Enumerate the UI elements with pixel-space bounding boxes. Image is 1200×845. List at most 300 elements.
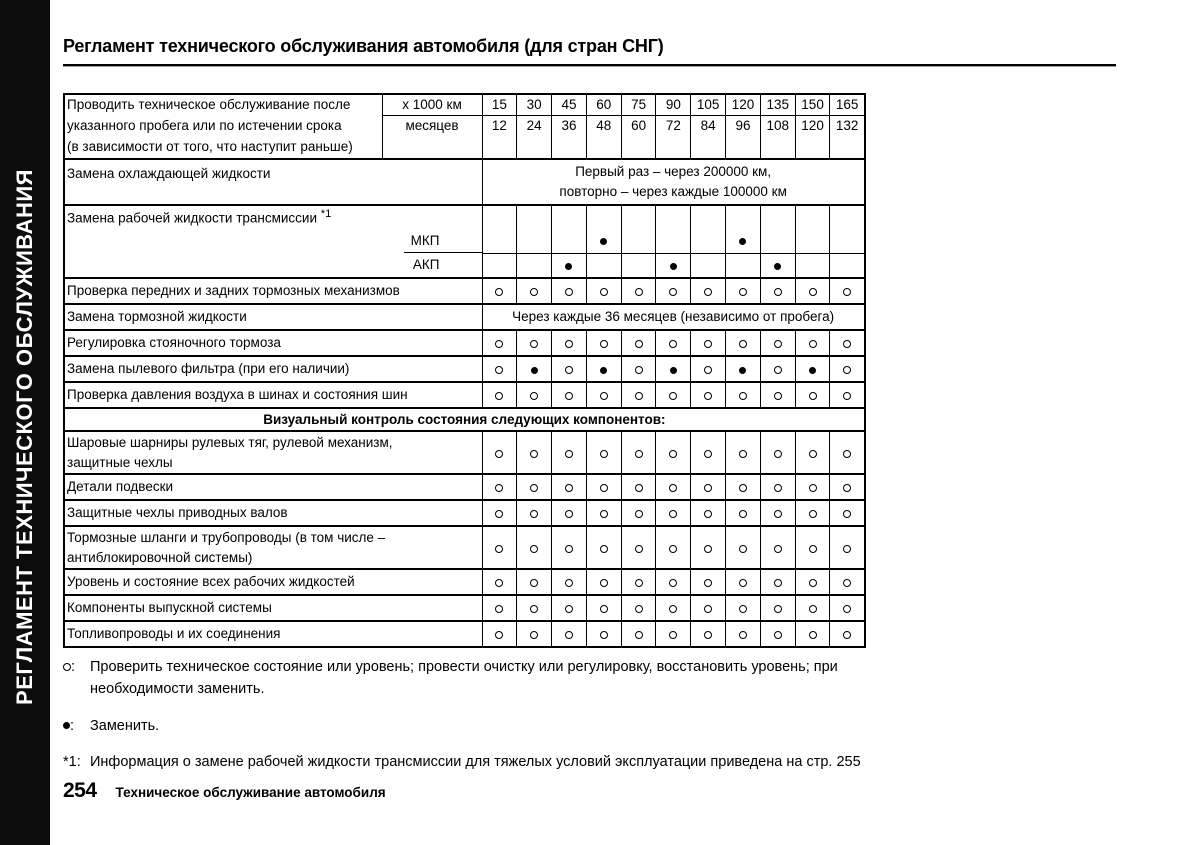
symbol-cell	[517, 431, 552, 474]
symbol-cell	[621, 330, 656, 356]
symbol-cell	[552, 205, 587, 228]
symbol-cell	[517, 205, 552, 228]
table-header-row-km	[64, 94, 865, 115]
symbol-cell	[656, 205, 691, 228]
symbol-cell	[482, 595, 517, 621]
check-circle-symbol	[635, 288, 643, 296]
check-circle-symbol	[565, 450, 573, 458]
symbol-cell	[517, 621, 552, 647]
symbol-cell	[726, 205, 761, 228]
check-circle-symbol	[809, 631, 817, 639]
symbol-cell	[795, 595, 830, 621]
symbol-cell	[621, 621, 656, 647]
check-circle-symbol	[565, 484, 573, 492]
symbol-cell	[726, 569, 761, 595]
symbol-cell	[830, 595, 865, 621]
row-label: Детали подвески	[64, 474, 482, 500]
check-circle-symbol	[669, 631, 677, 639]
check-circle-symbol	[495, 450, 503, 458]
symbol-cell	[482, 278, 517, 304]
gearbox-label: АКП	[64, 253, 482, 278]
check-circle-symbol	[530, 631, 538, 639]
symbol-cell	[656, 569, 691, 595]
table-row	[64, 500, 865, 526]
symbol-cell	[760, 356, 795, 382]
replace-dot-symbol	[565, 263, 572, 270]
symbol-cell	[586, 278, 621, 304]
symbol-cell	[552, 330, 587, 356]
check-circle-symbol	[495, 392, 503, 400]
replace-dot-symbol	[600, 238, 607, 245]
row-label: Шаровые шарниры рулевых тяг, рулевой механизм, защитные чехлы	[64, 431, 482, 474]
symbol-cell	[795, 382, 830, 408]
check-circle-symbol	[565, 366, 573, 374]
row-label: Уровень и состояние всех рабочих жидкостей	[64, 569, 482, 595]
check-circle-symbol	[843, 288, 851, 296]
symbol-cell	[586, 569, 621, 595]
symbol-cell	[830, 431, 865, 474]
check-circle-symbol	[739, 605, 747, 613]
check-circle-symbol	[704, 510, 712, 518]
symbol-cell	[691, 431, 726, 474]
row-label: Регулировка стояночного тормоза	[64, 330, 482, 356]
row-label: Замена пылевого фильтра (при его наличии)	[64, 356, 482, 382]
symbol-cell	[760, 382, 795, 408]
check-circle-symbol	[809, 340, 817, 348]
symbol-cell	[795, 431, 830, 474]
symbol-cell	[760, 621, 795, 647]
symbol-cell	[586, 500, 621, 526]
month-interval-cell: 120	[795, 115, 830, 159]
check-circle-symbol	[669, 392, 677, 400]
gearbox-label: МКП	[64, 228, 482, 253]
check-circle-symbol	[495, 631, 503, 639]
symbol-cell	[795, 253, 830, 278]
check-circle-symbol	[530, 340, 538, 348]
km-interval-cell: 30	[517, 94, 552, 115]
symbol-cell	[552, 253, 587, 278]
schedule-note-cell: Первый раз – через 200000 км, повторно – через каждые 100000 км	[482, 159, 865, 205]
check-circle-symbol	[635, 366, 643, 374]
check-circle-symbol	[843, 484, 851, 492]
month-interval-cell: 12	[482, 115, 517, 159]
symbol-cell	[726, 253, 761, 278]
footnote-marker: *1	[320, 208, 332, 220]
symbol-cell	[726, 356, 761, 382]
symbol-cell	[517, 569, 552, 595]
check-circle-symbol	[774, 545, 782, 553]
symbol-cell	[586, 474, 621, 500]
check-circle-symbol	[774, 392, 782, 400]
symbol-cell	[621, 431, 656, 474]
symbol-cell	[482, 569, 517, 595]
symbol-cell	[621, 228, 656, 253]
symbol-cell	[760, 228, 795, 253]
symbol-cell	[656, 356, 691, 382]
symbol-cell	[621, 500, 656, 526]
km-interval-cell: 75	[621, 94, 656, 115]
symbol-cell	[830, 474, 865, 500]
check-circle-symbol	[774, 605, 782, 613]
symbol-cell	[656, 382, 691, 408]
symbol-cell	[621, 526, 656, 569]
symbol-cell	[517, 526, 552, 569]
unit-km-label: х 1000 км	[382, 94, 482, 115]
check-circle-symbol	[843, 631, 851, 639]
month-interval-cell: 132	[830, 115, 865, 159]
symbol-cell	[760, 474, 795, 500]
check-circle-symbol	[669, 510, 677, 518]
check-circle-symbol	[565, 392, 573, 400]
symbol-cell	[586, 382, 621, 408]
symbol-cell	[726, 228, 761, 253]
month-interval-cell: 108	[760, 115, 795, 159]
check-circle-symbol	[530, 392, 538, 400]
symbol-cell	[552, 500, 587, 526]
symbol-cell	[552, 569, 587, 595]
check-circle-symbol	[635, 510, 643, 518]
check-circle-symbol	[495, 484, 503, 492]
table-subrow	[64, 253, 865, 278]
check-circle-symbol	[669, 545, 677, 553]
symbol-cell	[691, 205, 726, 228]
symbol-cell	[691, 356, 726, 382]
table-row	[64, 304, 865, 330]
symbol-cell	[760, 595, 795, 621]
symbol-cell	[830, 526, 865, 569]
symbol-cell	[691, 526, 726, 569]
km-interval-cell: 135	[760, 94, 795, 115]
symbol-cell	[552, 526, 587, 569]
month-interval-cell: 48	[586, 115, 621, 159]
check-circle-symbol	[669, 579, 677, 587]
symbol-cell	[656, 526, 691, 569]
symbol-cell	[552, 474, 587, 500]
symbol-cell	[586, 356, 621, 382]
check-circle-symbol	[565, 510, 573, 518]
check-circle-symbol	[704, 579, 712, 587]
row-label: Компоненты выпускной системы	[64, 595, 482, 621]
page-title: Регламент технического обслуживания автомобиля (для стран СНГ)	[63, 36, 664, 56]
check-circle-symbol	[774, 450, 782, 458]
symbol-cell	[517, 253, 552, 278]
legend-note-symbol: :	[63, 716, 90, 738]
table-row	[64, 595, 865, 621]
check-circle-symbol	[600, 392, 608, 400]
symbol-cell	[482, 228, 517, 253]
check-circle-symbol	[600, 510, 608, 518]
replace-dot-symbol	[739, 367, 746, 374]
month-interval-cell: 24	[517, 115, 552, 159]
symbol-cell	[795, 569, 830, 595]
symbol-cell	[795, 278, 830, 304]
check-circle-symbol	[739, 340, 747, 348]
legend-notes	[63, 657, 1138, 774]
symbol-cell	[621, 278, 656, 304]
symbol-cell	[656, 595, 691, 621]
check-circle-symbol	[809, 579, 817, 587]
check-circle-symbol	[635, 631, 643, 639]
check-circle-symbol	[635, 605, 643, 613]
check-circle-symbol	[739, 545, 747, 553]
check-circle-symbol	[565, 579, 573, 587]
symbol-cell	[830, 382, 865, 408]
check-circle-symbol	[635, 579, 643, 587]
check-circle-symbol	[809, 450, 817, 458]
check-circle-symbol	[600, 288, 608, 296]
row-label: Защитные чехлы приводных валов	[64, 500, 482, 526]
table-row	[64, 330, 865, 356]
symbol-cell	[760, 278, 795, 304]
km-interval-cell: 90	[656, 94, 691, 115]
symbol-cell	[691, 278, 726, 304]
symbol-cell	[795, 356, 830, 382]
replace-dot-symbol	[739, 238, 746, 245]
symbol-cell	[830, 228, 865, 253]
symbol-cell	[726, 278, 761, 304]
check-circle-symbol	[843, 450, 851, 458]
symbol-cell	[517, 278, 552, 304]
km-interval-cell: 60	[586, 94, 621, 115]
symbol-cell	[621, 382, 656, 408]
check-circle-symbol	[843, 579, 851, 587]
replace-dot-symbol	[531, 367, 538, 374]
check-circle-symbol	[669, 605, 677, 613]
check-circle-symbol	[774, 288, 782, 296]
check-circle-symbol	[809, 484, 817, 492]
check-circle-symbol	[669, 340, 677, 348]
symbol-cell	[517, 595, 552, 621]
symbol-cell	[482, 205, 517, 228]
symbol-cell	[795, 228, 830, 253]
page-number: 254	[63, 779, 97, 802]
symbol-cell	[760, 526, 795, 569]
check-circle-symbol	[704, 340, 712, 348]
symbol-cell	[621, 595, 656, 621]
symbol-cell	[830, 205, 865, 228]
check-circle-symbol	[565, 631, 573, 639]
check-circle-symbol	[530, 288, 538, 296]
check-circle-symbol	[704, 392, 712, 400]
check-circle-symbol	[843, 366, 851, 374]
symbol-cell	[482, 382, 517, 408]
check-circle-symbol	[565, 605, 573, 613]
row-label: Топливопроводы и их соединения	[64, 621, 482, 647]
check-circle-symbol	[530, 579, 538, 587]
table-row	[64, 621, 865, 647]
symbol-cell	[586, 330, 621, 356]
symbol-cell	[517, 356, 552, 382]
check-circle-symbol	[739, 392, 747, 400]
legend-note	[63, 716, 1138, 738]
check-circle-symbol	[809, 392, 817, 400]
symbol-cell	[586, 526, 621, 569]
symbol-cell	[586, 205, 621, 228]
symbol-cell	[830, 356, 865, 382]
replace-dot-symbol	[63, 722, 70, 729]
symbol-cell	[726, 474, 761, 500]
check-circle-symbol	[704, 605, 712, 613]
unit-months-label: месяцев	[382, 115, 482, 159]
row-label: Проверка передних и задних тормозных механизмов	[64, 278, 482, 304]
check-circle-symbol	[565, 545, 573, 553]
symbol-cell	[517, 228, 552, 253]
symbol-cell	[656, 500, 691, 526]
symbol-cell	[621, 474, 656, 500]
symbol-cell	[691, 382, 726, 408]
symbol-cell	[552, 595, 587, 621]
legend-note-symbol: *1:	[63, 754, 81, 771]
symbol-cell	[726, 595, 761, 621]
check-circle-symbol	[600, 340, 608, 348]
replace-dot-symbol	[600, 367, 607, 374]
symbol-cell	[726, 526, 761, 569]
check-circle-symbol	[843, 340, 851, 348]
month-interval-cell: 72	[656, 115, 691, 159]
symbol-cell	[552, 356, 587, 382]
symbol-cell	[795, 526, 830, 569]
header-description-cell: Проводить техническое обслуживание после указанного пробега или по истечении срока (в зависимости от того, что наступит раньше)	[64, 94, 382, 159]
check-circle-symbol	[843, 510, 851, 518]
table-row	[64, 159, 865, 205]
page-footer	[63, 779, 386, 803]
table-row	[64, 382, 865, 408]
symbol-cell	[586, 228, 621, 253]
symbol-cell	[691, 621, 726, 647]
check-circle-symbol	[739, 450, 747, 458]
symbol-cell	[482, 330, 517, 356]
symbol-cell	[760, 500, 795, 526]
symbol-cell	[726, 382, 761, 408]
check-circle-symbol	[669, 484, 677, 492]
check-circle-symbol	[774, 484, 782, 492]
symbol-cell	[656, 278, 691, 304]
symbol-cell	[726, 621, 761, 647]
page-content	[63, 0, 1138, 789]
km-interval-cell: 105	[691, 94, 726, 115]
km-interval-cell: 165	[830, 94, 865, 115]
footer-section-title: Техническое обслуживание автомобиля	[115, 785, 386, 800]
symbol-cell	[760, 569, 795, 595]
check-circle-symbol	[774, 340, 782, 348]
check-circle-symbol	[809, 545, 817, 553]
symbol-cell	[691, 228, 726, 253]
check-circle-symbol	[774, 366, 782, 374]
symbol-cell	[760, 253, 795, 278]
check-circle-symbol	[704, 484, 712, 492]
symbol-cell	[691, 253, 726, 278]
symbol-cell	[517, 382, 552, 408]
symbol-cell	[517, 500, 552, 526]
check-circle-symbol	[530, 545, 538, 553]
km-interval-cell: 120	[726, 94, 761, 115]
table-row	[64, 205, 865, 228]
check-circle-symbol	[843, 392, 851, 400]
check-circle-symbol	[635, 340, 643, 348]
legend-note-text: Проверить техническое состояние или уровень; провести очистку или регулировку, восстановить уровень; при необходимости заменить.	[90, 659, 838, 697]
check-circle-symbol	[600, 631, 608, 639]
check-circle-symbol	[565, 288, 573, 296]
check-circle-symbol	[495, 510, 503, 518]
check-circle-symbol	[774, 579, 782, 587]
check-circle-symbol	[600, 450, 608, 458]
symbol-cell	[726, 330, 761, 356]
symbol-cell	[517, 330, 552, 356]
symbol-cell	[795, 500, 830, 526]
check-circle-symbol	[600, 545, 608, 553]
symbol-cell	[482, 431, 517, 474]
check-circle-symbol	[495, 605, 503, 613]
symbol-cell	[586, 595, 621, 621]
symbol-cell	[691, 595, 726, 621]
symbol-cell	[586, 621, 621, 647]
check-circle-symbol	[739, 484, 747, 492]
check-circle-symbol	[635, 484, 643, 492]
check-circle-symbol	[704, 366, 712, 374]
symbol-cell	[760, 330, 795, 356]
check-circle-symbol	[774, 510, 782, 518]
check-circle-symbol	[704, 288, 712, 296]
table-row	[64, 569, 865, 595]
check-circle-symbol	[495, 579, 503, 587]
chapter-tab-sidebar	[0, 0, 50, 845]
symbol-cell	[552, 382, 587, 408]
check-circle-symbol	[495, 545, 503, 553]
replace-dot-symbol	[774, 263, 781, 270]
symbol-cell	[691, 500, 726, 526]
maintenance-schedule-table	[63, 93, 866, 648]
table-row	[64, 474, 865, 500]
symbol-cell	[552, 228, 587, 253]
symbol-cell	[795, 330, 830, 356]
table-row	[64, 356, 865, 382]
symbol-cell	[656, 621, 691, 647]
symbol-cell	[656, 228, 691, 253]
table-subrow	[64, 228, 865, 253]
symbol-cell	[552, 431, 587, 474]
title-rule	[63, 64, 1116, 67]
section-header-row	[64, 408, 865, 431]
check-circle-symbol	[600, 579, 608, 587]
symbol-cell	[621, 569, 656, 595]
check-circle-symbol	[739, 631, 747, 639]
symbol-cell	[830, 569, 865, 595]
month-interval-cell: 60	[621, 115, 656, 159]
row-label: Замена тормозной жидкости	[64, 304, 482, 330]
symbol-cell	[795, 621, 830, 647]
km-interval-cell: 15	[482, 94, 517, 115]
table-row	[64, 278, 865, 304]
symbol-cell	[482, 253, 517, 278]
check-circle-symbol	[843, 545, 851, 553]
legend-note-text: Заменить.	[90, 717, 160, 734]
check-circle-symbol	[495, 288, 503, 296]
month-interval-cell: 36	[552, 115, 587, 159]
legend-note	[63, 752, 1138, 774]
symbol-cell	[482, 526, 517, 569]
symbol-cell	[586, 253, 621, 278]
check-circle-symbol	[669, 450, 677, 458]
check-circle-symbol	[704, 450, 712, 458]
symbol-cell	[726, 500, 761, 526]
symbol-cell	[621, 205, 656, 228]
symbol-cell	[830, 278, 865, 304]
check-circle-symbol	[530, 450, 538, 458]
check-circle-symbol	[530, 605, 538, 613]
table-row	[64, 431, 865, 474]
replace-dot-symbol	[809, 367, 816, 374]
check-circle-symbol	[600, 484, 608, 492]
